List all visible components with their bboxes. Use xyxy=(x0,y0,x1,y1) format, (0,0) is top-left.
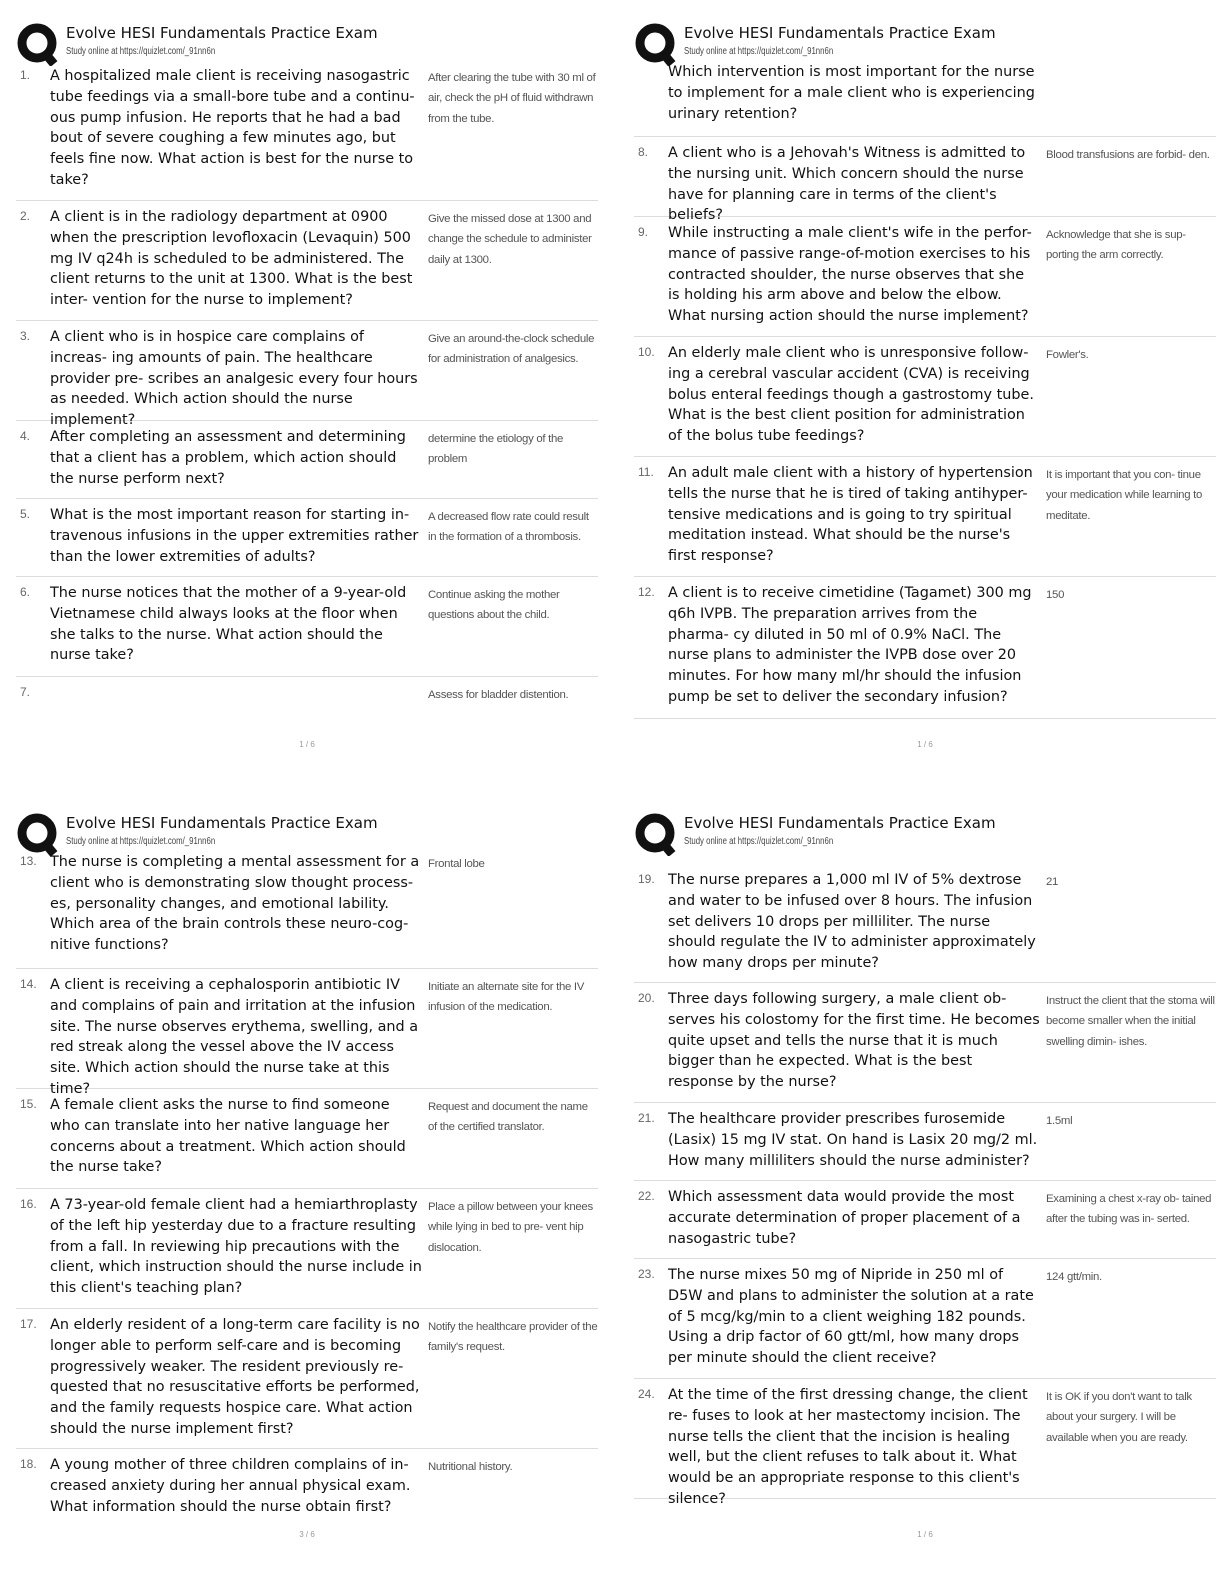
item-question: While instructing a male client's wife in the perfor- mance of passive range-of-motion exercises to his contracted shoulder, the nurse observes that she is holding his arm above and below the elbow. What nursing action should the nurse implement? xyxy=(668,225,1032,325)
item-number: 15. xyxy=(20,1097,37,1111)
flashcard-item xyxy=(16,1189,598,1309)
item-question: An elderly male client who is unresponsive follow- ing a cerebral vascular accident (CVA) is receiving bolus enteral feedings though a gastrostomy tube. What is the best client position for administration of the bolus tube feedings? xyxy=(668,345,1034,445)
item-answer: Initiate an alternate site for the IV infusion of the medication. xyxy=(428,981,585,1014)
item-answer: Place a pillow between your knees while lying in bed to pre- vent hip dislocation. xyxy=(428,1201,593,1254)
item-number: 13. xyxy=(20,854,37,868)
flashcard-item xyxy=(16,321,598,429)
item-answer: determine the etiology of the problem xyxy=(428,433,564,466)
item-answer: 150 xyxy=(1046,589,1065,601)
page-2 xyxy=(634,18,1216,788)
item-answer: 1.5ml xyxy=(1046,1115,1073,1127)
item-answer: Frontal lobe xyxy=(428,858,485,870)
flashcard-list xyxy=(634,62,1216,719)
item-answer: Fowler's. xyxy=(1046,349,1089,361)
item-number: 18. xyxy=(20,1457,37,1471)
quizlet-logo-icon xyxy=(634,812,678,856)
item-number: 9. xyxy=(638,225,649,239)
header-subtitle: Study online at https://quizlet.com/_91nn6n xyxy=(684,836,834,847)
item-number: 5. xyxy=(20,507,31,521)
item-question: Which intervention is most important for the nurse to implement for a male client who is experiencing urinary retention? xyxy=(668,64,1035,122)
flashcard-item xyxy=(634,1103,1216,1181)
item-number: 2. xyxy=(20,209,31,223)
page-header xyxy=(16,18,598,64)
item-question: A client who is in hospice care complains of increas- ing amounts of pain. The healthcare provider pre- scribes an analgesic every four hours as needed. Which action should the nurse implement? xyxy=(50,329,418,429)
flashcard-item xyxy=(16,852,598,969)
quizlet-logo-icon xyxy=(634,22,678,66)
item-question xyxy=(50,683,422,713)
item-question: After completing an assessment and determining that a client has a problem, which action should the nurse perform next? xyxy=(50,429,406,487)
page-number: 1 / 6 xyxy=(917,1530,933,1539)
quizlet-logo-icon xyxy=(16,22,60,66)
flashcard-item xyxy=(634,1181,1216,1259)
item-answer: It is OK if you don't want to talk about your surgery. I will be available when you are ready. xyxy=(1046,1391,1192,1444)
item-number: 19. xyxy=(638,872,655,886)
item-answer: Examining a chest x-ray ob- tained after the tubing was in- serted. xyxy=(1046,1193,1212,1226)
page-number: 1 / 6 xyxy=(299,740,315,749)
item-question: A young mother of three children complains of in- creased anxiety during her annual physical exam. What information should the nurse obtain first? xyxy=(50,1457,411,1515)
item-question: A client is receiving a cephalosporin antibiotic IV and complains of pain and irritation at the infusion site. The nurse observes erythema, swelling, and a red streak along the vessel above the IV access site. Which action should the nurse take at this time? xyxy=(50,977,419,1097)
item-number: 22. xyxy=(638,1189,655,1203)
flashcard-list xyxy=(16,66,598,713)
item-number: 21. xyxy=(638,1111,655,1125)
item-number: 6. xyxy=(20,585,31,599)
flashcard-item xyxy=(634,62,1216,137)
flashcard-item xyxy=(634,983,1216,1103)
item-question: The nurse prepares a 1,000 ml IV of 5% dextrose and water to be infused over 8 hours. The infusion set delivers 10 drops per milliliter. The nurse should regulate the IV to administer approximately how many drops per minute? xyxy=(668,872,1036,972)
header-title: Evolve HESI Fundamentals Practice Exam xyxy=(684,814,996,832)
page-header xyxy=(634,18,1216,64)
flashcard-item xyxy=(634,1379,1216,1507)
flashcard-item xyxy=(634,217,1216,337)
item-question: The nurse is completing a mental assessment for a client who is demonstrating slow thought process- es, personality changes, and emotional lability. Which area of the brain controls these neuro-cog- nitive functions? xyxy=(50,854,420,954)
item-answer: A decreased flow rate could result in the formation of a thrombosis. xyxy=(428,511,589,544)
item-number: 17. xyxy=(20,1317,37,1331)
item-answer: Assess for bladder distention. xyxy=(428,689,569,701)
item-answer: Blood transfusions are forbid- den. xyxy=(1046,149,1210,161)
flashcard-item xyxy=(16,969,598,1097)
item-answer: Notify the healthcare provider of the family's request. xyxy=(428,1321,598,1354)
item-question: An elderly resident of a long-term care facility is no longer able to perform self-care and is becoming progressively weaker. The resident previously re- quested that no resuscitative efforts be performed, and the family requests hospice care. What action should the nurse implement first? xyxy=(50,1317,420,1437)
item-answer: Request and document the name of the certified translator. xyxy=(428,1101,588,1134)
item-answer: Instruct the client that the stoma will become smaller when the initial swelling dimin- ishes. xyxy=(1046,995,1215,1048)
item-answer: It is important that you con- tinue your medication while learning to meditate. xyxy=(1046,469,1202,522)
item-number: 8. xyxy=(638,145,649,159)
item-number: 11. xyxy=(638,465,654,479)
header-title: Evolve HESI Fundamentals Practice Exam xyxy=(684,24,996,42)
flashcard-item xyxy=(16,66,598,201)
flashcard-item xyxy=(634,337,1216,457)
item-question: Three days following surgery, a male client ob- serves his colostomy for the first time. He becomes quite upset and tells the nurse that it is much bigger than he expected. What is the best response by the nurse? xyxy=(668,991,1040,1091)
item-answer: Acknowledge that she is sup- porting the arm correctly. xyxy=(1046,229,1186,262)
header-subtitle: Study online at https://quizlet.com/_91nn6n xyxy=(684,46,834,57)
item-number: 24. xyxy=(638,1387,655,1401)
item-number: 16. xyxy=(20,1197,37,1211)
item-question: A hospitalized male client is receiving nasogastric tube feedings via a small-bore tube and a continu- ous pump infusion. He reports that he had a bad bout of severe coughing a few minutes ago, but feels fine now. What action is best for the nurse to take? xyxy=(50,68,415,188)
item-number: 4. xyxy=(20,429,31,443)
item-number: 10. xyxy=(638,345,655,359)
item-question: A client is to receive cimetidine (Tagamet) 300 mg q6h IVPB. The preparation arrives from the pharma- cy diluted in 50 ml of 0.9% NaCl. The nurse plans to administer the IVPB dose over 20 minutes. For how many ml/hr should the infusion pump be set to deliver the secondary infusion? xyxy=(668,585,1032,705)
item-question: What is the most important reason for starting in- travenous infusions in the upper extremities rather than the lower extremities of adults? xyxy=(50,507,419,565)
item-answer: 21 xyxy=(1046,876,1059,888)
item-number: 1. xyxy=(20,68,31,82)
item-answer: After clearing the tube with 30 ml of air, check the pH of fluid withdrawn from the tube. xyxy=(428,72,596,125)
item-answer xyxy=(1040,62,1216,136)
flashcard-item xyxy=(16,1449,598,1525)
item-answer: 124 gtt/min. xyxy=(1046,1271,1102,1283)
item-question: A client is in the radiology department at 0900 when the prescription levofloxacin (Levaquin) 500 mg IV q24h is scheduled to be administered. The client returns to the unit at 1300. What is the best inter- vention for the nurse to implement? xyxy=(50,209,413,309)
flashcard-item xyxy=(634,577,1216,719)
page-header xyxy=(634,808,1216,854)
flashcard-list xyxy=(16,852,598,1525)
flashcard-item xyxy=(16,201,598,321)
flashcard-item xyxy=(634,870,1216,983)
item-number: 12. xyxy=(638,585,655,599)
flashcard-item xyxy=(16,499,598,577)
item-answer: Continue asking the mother questions about the child. xyxy=(428,589,560,622)
item-question: A client who is a Jehovah's Witness is admitted to the nursing unit. Which concern should the nurse have for planning care in terms of the client's beliefs? xyxy=(668,145,1026,224)
flashcard-item xyxy=(634,137,1216,224)
page-4 xyxy=(634,808,1216,1578)
item-answer: Nutritional history. xyxy=(428,1461,513,1473)
item-number: 23. xyxy=(638,1267,655,1281)
item-question: The nurse mixes 50 mg of Nipride in 250 ml of D5W and plans to administer the solution at a rate of 5 mcg/kg/min to a client weighing 182 pounds. Using a drip factor of 60 gtt/ml, how many drops per minute should the client receive? xyxy=(668,1267,1034,1367)
item-question: Which assessment data would provide the most accurate determination of proper placement of a nasogastric tube? xyxy=(668,1189,1021,1247)
item-question: A female client asks the nurse to find someone who can translate into her native language her concerns about a treatment. Which action should the nurse take? xyxy=(50,1097,406,1176)
header-subtitle: Study online at https://quizlet.com/_91nn6n xyxy=(66,836,216,847)
flashcard-list xyxy=(634,870,1216,1507)
item-number: 20. xyxy=(638,991,655,1005)
item-question: At the time of the first dressing change, the client re- fuses to look at her mastectomy incision. The nurse tells the client that the incision is healing well, but the client refuses to talk about it. What would be an appropriate response to this client's silence? xyxy=(668,1387,1028,1507)
item-answer: Give an around-the-clock schedule for administration of analgesics. xyxy=(428,333,595,366)
item-number: 3. xyxy=(20,329,31,343)
flashcard-item xyxy=(16,577,598,677)
item-question: A 73-year-old female client had a hemiarthroplasty of the left hip yesterday due to a fracture resulting from a fall. In reviewing hip precautions with the client, which instruction should the nurse include in this client's teaching plan? xyxy=(50,1197,422,1297)
item-answer: Give the missed dose at 1300 and change the schedule to administer daily at 1300. xyxy=(428,213,592,266)
item-question: The nurse notices that the mother of a 9-year-old Vietnamese child always looks at the floor when she talks to the nurse. What action should the nurse take? xyxy=(50,585,407,664)
item-question: An adult male client with a history of hypertension tells the nurse that he is tired of taking antihyper- tensive medications and is going to try spiritual meditation instead. What should be the nurse's first response? xyxy=(668,465,1033,565)
page-header xyxy=(16,808,598,854)
header-subtitle: Study online at https://quizlet.com/_91nn6n xyxy=(66,46,216,57)
flashcard-item xyxy=(634,457,1216,577)
flashcard-item xyxy=(16,1089,598,1189)
item-question: The healthcare provider prescribes furosemide (Lasix) 15 mg IV stat. On hand is Lasix 20 mg/2 ml. How many milliliters should the nurse administer? xyxy=(668,1111,1038,1169)
item-number xyxy=(634,62,668,136)
page-1 xyxy=(16,18,598,788)
header-title: Evolve HESI Fundamentals Practice Exam xyxy=(66,814,378,832)
item-number: 7. xyxy=(20,685,31,699)
flashcard-item xyxy=(16,677,598,713)
header-title: Evolve HESI Fundamentals Practice Exam xyxy=(66,24,378,42)
page-number: 3 / 6 xyxy=(299,1530,315,1539)
flashcard-item xyxy=(634,1259,1216,1379)
item-number: 14. xyxy=(20,977,37,991)
quizlet-logo-icon xyxy=(16,812,60,856)
flashcard-item xyxy=(16,1309,598,1449)
page-number: 1 / 6 xyxy=(917,740,933,749)
flashcard-item xyxy=(16,421,598,499)
page-3 xyxy=(16,808,598,1578)
